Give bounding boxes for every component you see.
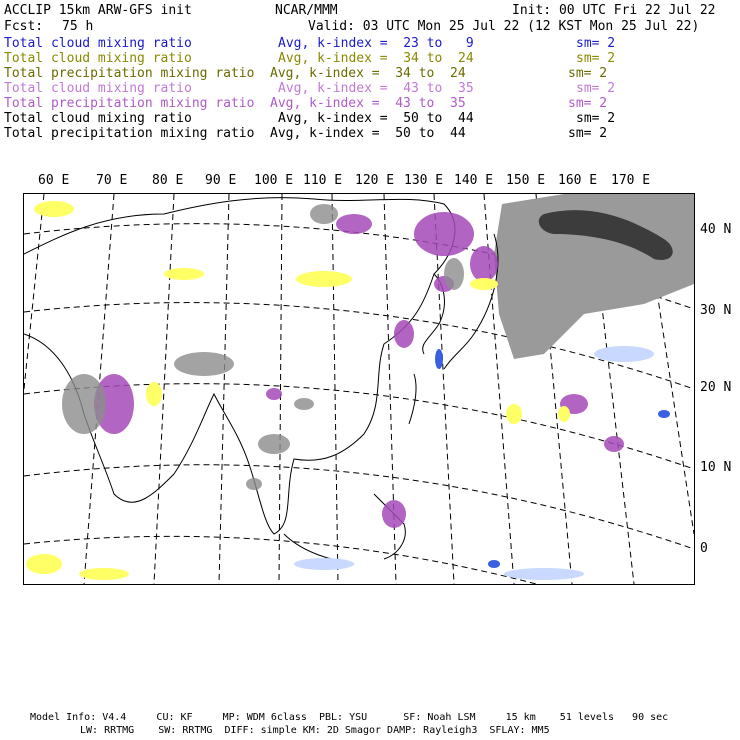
cloud-deck-gray [494, 194, 694, 359]
lat-label-30n: 30 N [700, 303, 732, 318]
valid-time: Valid: 03 UTC Mon 25 Jul 22 (12 KST Mon 25 Jul 22) [308, 19, 700, 34]
lon-label-130e: 130 E [404, 173, 444, 188]
lon-label-60e: 60 E [38, 173, 70, 188]
lon-label-170e: 170 E [611, 173, 651, 188]
legend-sm-7: sm= 2 [568, 126, 608, 141]
lon-label-80e: 80 E [152, 173, 184, 188]
legend-sm-2: sm= 2 [576, 51, 616, 66]
lat-label-20n: 20 N [700, 380, 732, 395]
lon-label-120e: 120 E [355, 173, 395, 188]
model-title: ACCLIP 15km ARW-GFS init [4, 3, 192, 18]
legend-stat-4: Avg, k-index = 43 to 35 [278, 81, 474, 96]
model-info-line1: Model Info: V4.4 CU: KF MP: WDM 6class PBL: YSU SF: Noah LSM 15 km 51 levels 90 sec [30, 712, 669, 723]
forecast-hour: 75 h [62, 19, 94, 34]
legend-stat-1: Avg, k-index = 23 to 9 [278, 36, 474, 51]
legend-sm-4: sm= 2 [576, 81, 616, 96]
lat-label-40n: 40 N [700, 222, 732, 237]
lon-label-90e: 90 E [205, 173, 237, 188]
legend-stat-7: Avg, k-index = 50 to 44 [270, 126, 466, 141]
lon-label-150e: 150 E [506, 173, 546, 188]
lat-label-10n: 10 N [700, 460, 732, 475]
model-info-line2: LW: RRTMG SW: RRTMG DIFF: simple KM: 2D Smagor DAMP: Rayleigh3 SFLAY: MM5 [80, 725, 550, 736]
lon-label-70e: 70 E [96, 173, 128, 188]
legend-field-4: Total cloud mixing ratio [4, 81, 192, 96]
center-label: NCAR/MMM [275, 3, 338, 18]
legend-sm-3: sm= 2 [568, 66, 608, 81]
legend-sm-5: sm= 2 [568, 96, 608, 111]
map-canvas [24, 194, 694, 584]
legend-field-3: Total precipitation mixing ratio [4, 66, 255, 81]
legend-sm-6: sm= 2 [576, 111, 616, 126]
legend-stat-3: Avg, k-index = 34 to 24 [270, 66, 466, 81]
legend-field-2: Total cloud mixing ratio [4, 51, 192, 66]
legend-field-7: Total precipitation mixing ratio [4, 126, 255, 141]
precip-blue [294, 346, 670, 580]
lon-label-160e: 160 E [558, 173, 598, 188]
lon-label-100e: 100 E [254, 173, 294, 188]
legend-sm-1: sm= 2 [576, 36, 616, 51]
legend-stat-6: Avg, k-index = 50 to 44 [278, 111, 474, 126]
legend-stat-2: Avg, k-index = 34 to 24 [278, 51, 474, 66]
legend-field-1: Total cloud mixing ratio [4, 36, 192, 51]
legend-stat-5: Avg, k-index = 43 to 35 [270, 96, 466, 111]
forecast-map [23, 193, 695, 585]
lon-label-110e: 110 E [303, 173, 343, 188]
init-time: Init: 00 UTC Fri 22 Jul 22 [512, 3, 716, 18]
forecast-label: Fcst: [4, 19, 44, 34]
legend-field-5: Total precipitation mixing ratio [4, 96, 255, 111]
legend-field-6: Total cloud mixing ratio [4, 111, 192, 126]
lat-label-0: 0 [700, 541, 708, 556]
lon-label-140e: 140 E [454, 173, 494, 188]
